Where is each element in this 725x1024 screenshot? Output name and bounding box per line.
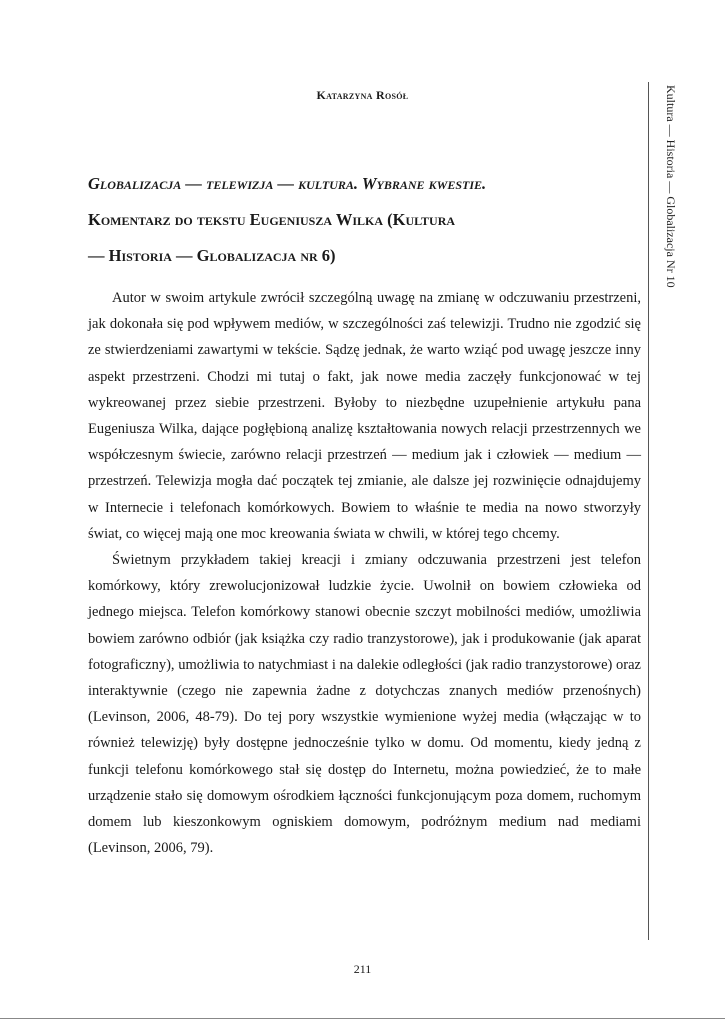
- paragraph: Autor w swoim artykule zwrócił szczególną uwagę na zmianę w odczuwaniu przestrzeni, jak dokonała się pod wpływem mediów, w szczególności zaś telewizji. Trudno nie zgodzić się ze stwierdzeniami zawartymi w tekście. Sądzę jednak, że warto wziąć pod uwagę jeszcze inny aspekt przestrzeni. Chodzi mi tutaj o fakt, jak nowe media zaczęły funkcjonować w tej wykreowanej przez siebie przestrzeni. Byłoby to niezbędne uzupełnienie artykułu pana Eugeniusza Wilka, dające pogłębioną analizę kształtowania nowych relacji przestrzennych we współczesnym świecie, zarówno relacji przestrzeń — medium jak i człowiek — medium — przestrzeń. Telewizja mogła dać początek tej zmianie, ale dalsze jej rozwinięcie odnajdujemy w Internecie i telefonach komórkowych. Bowiem to właśnie te media na nowo stworzyły świat, co więcej mają one moc kreowania świata w chwili, w której tego chcemy.: [88, 290, 641, 542]
- title-line-1: Globalizacja — telewizja — kultura. Wybrane kwestie.: [88, 174, 487, 193]
- article-title: [88, 166, 648, 274]
- page-number: 211: [353, 962, 372, 976]
- title-line-2: Komentarz do tekstu Eugeniusza Wilka (Kultura: [88, 210, 456, 229]
- running-header: Kultura — Historia — Globalizacja Nr 10: [664, 85, 678, 288]
- title-line-3: — Historia — Globalizacja nr 6): [88, 246, 336, 265]
- paragraph: Świetnym przykładem takiej kreacji i zmiany odczuwania przestrzeni jest telefon komórkowy, który zrewolucjonizował ludzkie życie. Uwolnił on bowiem człowieka od jednego miejsca. Telefon komórkowy stanowi obecnie szczyt mobilności mediów, umożliwia bowiem zarówno odbiór (jak książka czy radio tranzystorowe), jak i produkowanie (jak aparat fotograficzny), umożliwia to natychmiast i na dalekie odległości (jak radio tranzystorowe) oraz interaktywnie (czego nie zapewnia żadne z dotychczas znanych mediów przenośnych) (Levinson, 2006, 48-79). Do tej pory wszystkie wymienione wyżej media (włączając w to również telewizję) były dostępne jednocześnie tylko w domu. Od momentu, kiedy jedną z funkcji telefonu komórkowego stał się dostęp do Internetu, można powiedzieć, że to małe urządzenie stało się domowym ośrodkiem łączności funkcjonującym poza domem, ruchomym domem lub kieszonkowym ogniskiem domowym, podróżnym medium nad mediami (Levinson, 2006, 79).: [88, 552, 641, 857]
- article-body: [88, 285, 641, 861]
- side-divider: [648, 82, 649, 940]
- author-name: Katarzyna Rosół: [316, 88, 409, 102]
- bottom-divider: [0, 1018, 725, 1019]
